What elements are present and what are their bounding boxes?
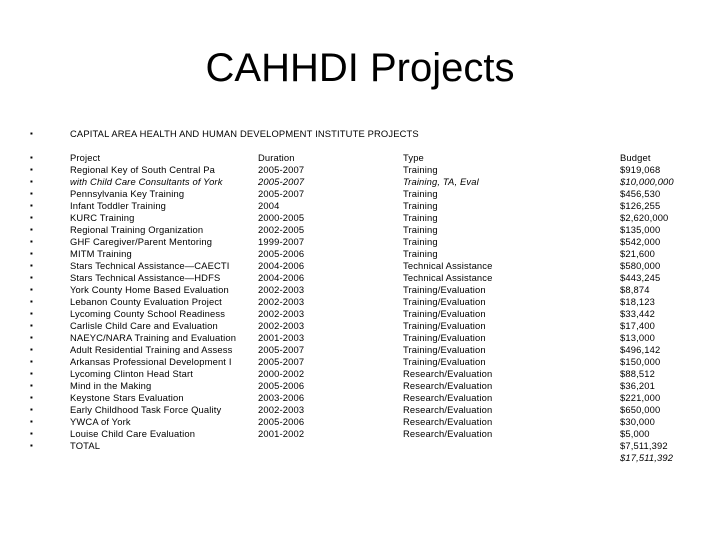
bullet-icon: ▪ xyxy=(30,153,33,162)
type-cell: Research/Evaluation xyxy=(403,404,493,415)
duration-cell: 2004 xyxy=(258,200,280,211)
budget-cell: $580,000 xyxy=(620,260,661,271)
table-row xyxy=(0,428,720,440)
total-budget: $7,511,392 xyxy=(620,440,668,451)
header-type: Type xyxy=(403,152,424,163)
project-cell: NAEYC/NARA Training and Evaluation xyxy=(70,332,237,343)
type-cell: Training/Evaluation xyxy=(403,296,486,307)
budget-cell: $650,000 xyxy=(620,404,661,415)
header-budget: Budget xyxy=(620,152,651,163)
table-row xyxy=(0,224,720,236)
type-cell: Research/Evaluation xyxy=(403,428,493,439)
budget-cell: $919,068 xyxy=(620,164,661,175)
type-cell: Research/Evaluation xyxy=(403,392,493,403)
bullet-icon: ▪ xyxy=(30,393,33,402)
project-cell: Regional Key of South Central Pa xyxy=(70,164,215,175)
bullet-icon: ▪ xyxy=(30,285,33,294)
budget-cell: $88,512 xyxy=(620,368,655,379)
budget-cell: $8,874 xyxy=(620,284,650,295)
table-row xyxy=(0,404,720,416)
duration-cell: 2004-2006 xyxy=(258,272,305,283)
project-cell: Regional Training Organization xyxy=(70,224,204,235)
duration-cell: 2005-2007 xyxy=(258,356,305,367)
total-alt-row xyxy=(0,452,720,464)
type-cell: Training xyxy=(403,236,438,247)
type-cell: Research/Evaluation xyxy=(403,416,493,427)
budget-cell: $2,620,000 xyxy=(620,212,669,223)
project-cell: MITM Training xyxy=(70,248,132,259)
duration-cell: 2000-2005 xyxy=(258,212,305,223)
type-cell: Training, TA, Eval xyxy=(403,176,479,187)
budget-cell: $542,000 xyxy=(620,236,661,247)
table-row xyxy=(0,356,720,368)
total-budget-alt: $17,511,392 xyxy=(620,452,674,463)
project-cell: York County Home Based Evaluation xyxy=(70,284,229,295)
type-cell: Training xyxy=(403,224,438,235)
table-row xyxy=(0,308,720,320)
project-cell: Infant Toddler Training xyxy=(70,200,167,211)
duration-cell: 2005-2007 xyxy=(258,344,305,355)
table-row xyxy=(0,272,720,284)
project-cell: Adult Residential Training and Assess xyxy=(70,344,233,355)
budget-cell: $496,142 xyxy=(620,344,661,355)
bullet-icon: ▪ xyxy=(30,129,33,138)
type-cell: Training xyxy=(403,188,438,199)
header-duration: Duration xyxy=(258,152,295,163)
duration-cell: 2002-2003 xyxy=(258,284,305,295)
type-cell: Technical Assistance xyxy=(403,272,493,283)
project-cell: Louise Child Care Evaluation xyxy=(70,428,196,439)
type-cell: Technical Assistance xyxy=(403,260,493,271)
project-cell: Arkansas Professional Development I xyxy=(70,356,232,367)
table-row xyxy=(0,236,720,248)
table-row xyxy=(0,332,720,344)
bullet-icon: ▪ xyxy=(30,345,33,354)
table-row xyxy=(0,368,720,380)
type-cell: Training/Evaluation xyxy=(403,332,486,343)
table-row xyxy=(0,392,720,404)
table-row xyxy=(0,212,720,224)
table-row xyxy=(0,248,720,260)
duration-cell: 2002-2003 xyxy=(258,404,305,415)
bullet-icon: ▪ xyxy=(30,237,33,246)
project-cell: Carlisle Child Care and Evaluation xyxy=(70,320,218,331)
project-cell: Lycoming County School Readiness xyxy=(70,308,226,319)
duration-cell: 2002-2005 xyxy=(258,224,305,235)
table-row xyxy=(0,164,720,176)
bullet-icon: ▪ xyxy=(30,333,33,342)
bullet-icon: ▪ xyxy=(30,165,33,174)
duration-cell: 2005-2007 xyxy=(258,164,305,175)
project-cell: GHF Caregiver/Parent Mentoring xyxy=(70,236,213,247)
table-row xyxy=(0,176,720,188)
project-cell: with Child Care Consultants of York xyxy=(70,176,223,187)
bullet-icon: ▪ xyxy=(30,201,33,210)
table-row xyxy=(0,320,720,332)
type-cell: Training/Evaluation xyxy=(403,320,486,331)
table-row xyxy=(0,260,720,272)
header-project: Project xyxy=(70,152,101,163)
type-cell: Research/Evaluation xyxy=(403,368,493,379)
project-cell: Lycoming Clinton Head Start xyxy=(70,368,194,379)
bullet-icon: ▪ xyxy=(30,381,33,390)
duration-cell: 2005-2007 xyxy=(258,176,305,187)
bullet-icon: ▪ xyxy=(30,297,33,306)
project-cell: Keystone Stars Evaluation xyxy=(70,392,184,403)
bullet-icon: ▪ xyxy=(30,177,33,186)
budget-cell: $21,600 xyxy=(620,248,655,259)
bullet-icon: ▪ xyxy=(30,441,33,450)
duration-cell: 1999-2007 xyxy=(258,236,305,247)
project-cell: Stars Technical Assistance—HDFS xyxy=(70,272,221,283)
duration-cell: 2000-2002 xyxy=(258,368,305,379)
type-cell: Research/Evaluation xyxy=(403,380,493,391)
budget-cell: $17,400 xyxy=(620,320,655,331)
table-row xyxy=(0,344,720,356)
duration-cell: 2005-2006 xyxy=(258,416,305,427)
budget-cell: $36,201 xyxy=(620,380,655,391)
budget-cell: $30,000 xyxy=(620,416,655,427)
budget-cell: $5,000 xyxy=(620,428,650,439)
project-cell: Pennsylvania Key Training xyxy=(70,188,185,199)
type-cell: Training xyxy=(403,164,438,175)
budget-cell: $18,123 xyxy=(620,296,655,307)
bullet-icon: ▪ xyxy=(30,309,33,318)
institute-subtitle: CAPITAL AREA HEALTH AND HUMAN DEVELOPMENT INSTITUTE PROJECTS xyxy=(70,128,419,139)
table-row xyxy=(0,188,720,200)
budget-cell: $150,000 xyxy=(620,356,661,367)
bullet-icon: ▪ xyxy=(30,369,33,378)
project-cell: Stars Technical Assistance—CAECTI xyxy=(70,260,230,271)
type-cell: Training/Evaluation xyxy=(403,344,486,355)
table-body xyxy=(0,164,720,440)
table-row xyxy=(0,416,720,428)
duration-cell: 2005-2007 xyxy=(258,188,305,199)
bullet-icon: ▪ xyxy=(30,417,33,426)
subtitle-line xyxy=(0,128,720,140)
slide-title: CAHHDI Projects xyxy=(205,46,515,90)
duration-cell: 2005-2006 xyxy=(258,380,305,391)
table-row xyxy=(0,200,720,212)
bullet-icon: ▪ xyxy=(30,273,33,282)
duration-cell: 2005-2006 xyxy=(258,248,305,259)
table-header-row xyxy=(0,152,720,164)
budget-cell: $10,000,000 xyxy=(620,176,674,187)
type-cell: Training/Evaluation xyxy=(403,308,486,319)
type-cell: Training xyxy=(403,200,438,211)
budget-cell: $456,530 xyxy=(620,188,661,199)
budget-cell: $135,000 xyxy=(620,224,661,235)
budget-cell: $126,255 xyxy=(620,200,661,211)
table-row xyxy=(0,296,720,308)
total-row xyxy=(0,440,720,452)
duration-cell: 2001-2002 xyxy=(258,428,305,439)
duration-cell: 2002-2003 xyxy=(258,296,305,307)
duration-cell: 2003-2006 xyxy=(258,392,305,403)
type-cell: Training/Evaluation xyxy=(403,356,486,367)
bullet-icon: ▪ xyxy=(30,213,33,222)
bullet-icon: ▪ xyxy=(30,261,33,270)
duration-cell: 2002-2003 xyxy=(258,308,305,319)
bullet-icon: ▪ xyxy=(30,429,33,438)
budget-cell: $13,000 xyxy=(620,332,655,343)
bullet-icon: ▪ xyxy=(30,357,33,366)
projects-table xyxy=(0,152,720,464)
budget-cell: $33,442 xyxy=(620,308,655,319)
type-cell: Training/Evaluation xyxy=(403,284,486,295)
bullet-icon: ▪ xyxy=(30,249,33,258)
project-cell: YWCA of York xyxy=(70,416,131,427)
type-cell: Training xyxy=(403,248,438,259)
duration-cell: 2002-2003 xyxy=(258,320,305,331)
project-cell: Mind in the Making xyxy=(70,380,152,391)
bullet-icon: ▪ xyxy=(30,189,33,198)
table-row xyxy=(0,284,720,296)
bullet-icon: ▪ xyxy=(30,405,33,414)
bullet-icon: ▪ xyxy=(30,225,33,234)
bullet-icon: ▪ xyxy=(30,321,33,330)
budget-cell: $221,000 xyxy=(620,392,661,403)
type-cell: Training xyxy=(403,212,438,223)
table-row xyxy=(0,380,720,392)
duration-cell: 2004-2006 xyxy=(258,260,305,271)
duration-cell: 2001-2003 xyxy=(258,332,305,343)
total-label: TOTAL xyxy=(70,440,101,451)
project-cell: Early Childhood Task Force Quality xyxy=(70,404,222,415)
project-cell: KURC Training xyxy=(70,212,135,223)
project-cell: Lebanon County Evaluation Project xyxy=(70,296,222,307)
budget-cell: $443,245 xyxy=(620,272,661,283)
